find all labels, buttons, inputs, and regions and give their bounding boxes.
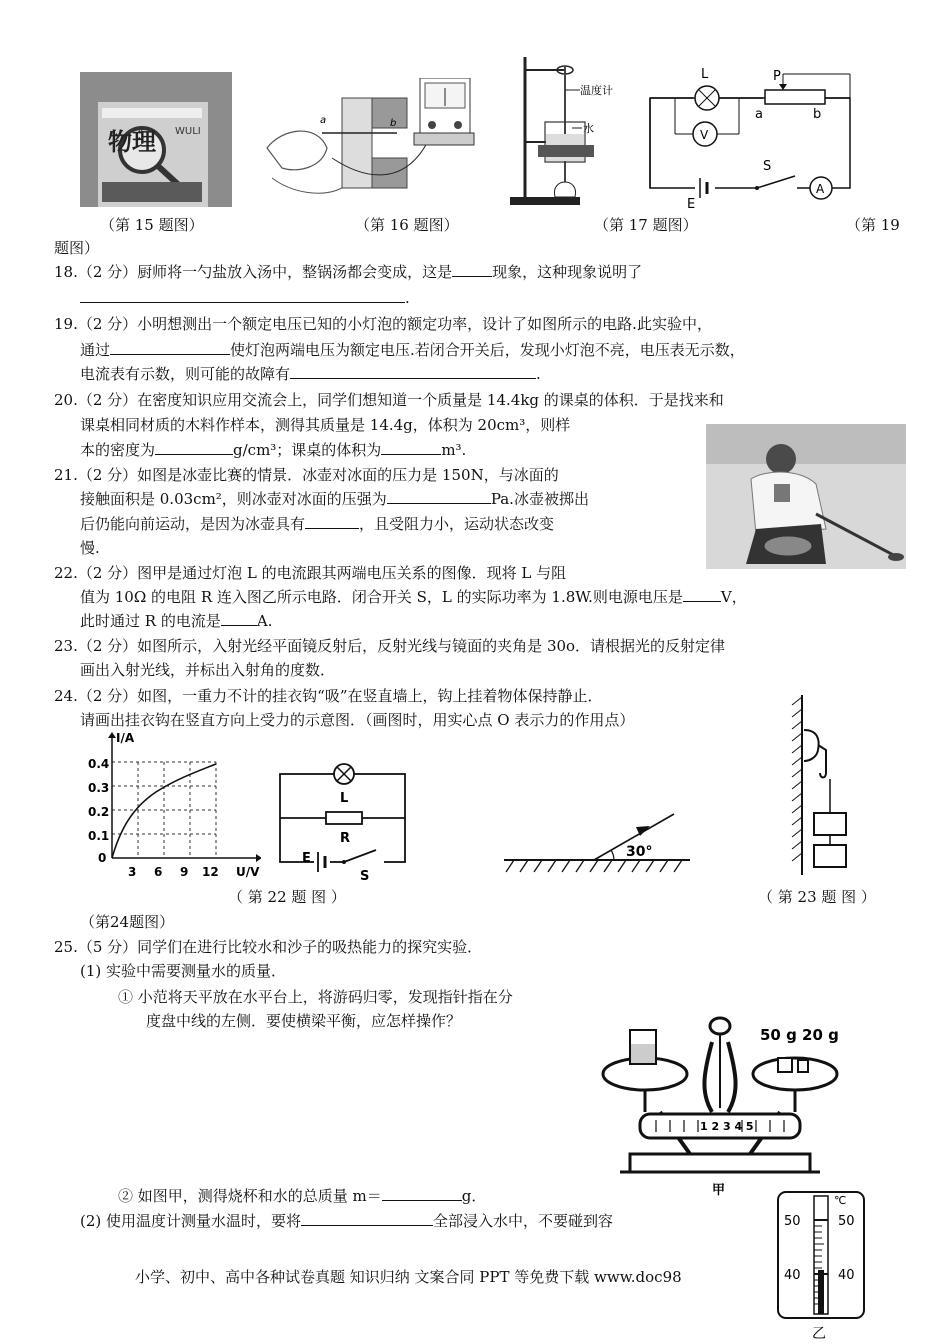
q19-line1: 19.（2 分）小明想测出一个额定电压已知的小灯泡的额定功率，设计了如图所示的电路.此实验中， bbox=[54, 315, 712, 333]
xtick-2: 9 bbox=[180, 865, 189, 879]
q20-line3b: g/cm³；课桌的体积为 bbox=[233, 441, 382, 459]
xtick-3: 12 bbox=[202, 865, 219, 879]
q23-line1: 23.（2 分）如图所示，入射光经平面镜反射后，反射光线与镜面的夹角是 30o．请根据光的反射定律 bbox=[54, 637, 726, 655]
fig16-b: b bbox=[390, 118, 397, 129]
fig16-a: a bbox=[320, 115, 327, 126]
caption-fig23: （ 第 23 题 图 ） bbox=[758, 888, 876, 906]
q21-line4: 慢. bbox=[80, 539, 100, 557]
q25-line5b: g． bbox=[461, 1187, 487, 1205]
water-label: 水 bbox=[583, 122, 594, 135]
fig17-drawing bbox=[510, 52, 630, 207]
thermo-bottom-left: 40 bbox=[784, 1268, 801, 1283]
thermometer-label: 温度计 bbox=[580, 84, 613, 97]
y-axis-arrow bbox=[108, 732, 116, 738]
fig16 bbox=[262, 78, 477, 208]
fig19-V: V bbox=[700, 128, 709, 142]
q19-line3 bbox=[80, 364, 541, 384]
balance-figure bbox=[600, 1012, 848, 1198]
q25-blank1[interactable] bbox=[382, 1186, 462, 1201]
q21-line1: 21.（2 分）如图是冰壶比赛的情景．冰壶对冰面的压力是 150N，与冰面的 bbox=[54, 466, 559, 484]
q18-text1: 18.（2 分）厨师将一勺盐放入汤中，整锅汤都会变成，这是 bbox=[54, 263, 453, 281]
caption-fig17: （第 17 题图） bbox=[594, 216, 698, 234]
q19-line2 bbox=[80, 340, 745, 360]
q20-line1: 20.（2 分）在密度知识应用交流会上，同学们想知道一个质量是 14.4kg 的课桌的体积．于是找来和 bbox=[54, 391, 724, 409]
ytick-2: 0.2 bbox=[88, 805, 110, 819]
fig23-mirror bbox=[502, 808, 692, 876]
q20-line2: 课桌相同材质的木料作样本，测得其质量是 14.4g，体积为 20cm³，则样 bbox=[80, 416, 571, 434]
circuit22-E: E bbox=[302, 851, 311, 866]
caption-fig19b: 题图） bbox=[54, 239, 100, 257]
fig22-graph-svg bbox=[86, 730, 261, 880]
caption-fig19a: （第 19 bbox=[846, 216, 900, 234]
q19-blank2[interactable] bbox=[290, 364, 536, 379]
q19-line2a: 通过 bbox=[80, 341, 111, 359]
q25-line4: 度盘中线的左侧．要使横梁平衡，应怎样操作？ bbox=[146, 1012, 462, 1030]
q18-line1 bbox=[54, 262, 642, 282]
thermo-label: 乙 bbox=[812, 1326, 826, 1340]
circuit22-R: R bbox=[340, 831, 351, 846]
caption-fig22: （ 第 22 题 图 ） bbox=[228, 888, 346, 906]
q23-line2: 画出入射光线，并标出入射角的度数． bbox=[80, 661, 336, 679]
q25-line2: (1) 实验中需要测量水的质量． bbox=[80, 962, 287, 980]
q21-line2a: 接触面积是 0.03cm²，则冰壶对冰面的压强为 bbox=[80, 490, 387, 508]
q21-line3b: ，且受阻力小，运动状态改变 bbox=[359, 515, 555, 533]
caption-fig16: （第 16 题图） bbox=[355, 216, 459, 234]
caption-fig24: （第24题图） bbox=[80, 913, 175, 931]
fig16-drawing bbox=[262, 78, 477, 208]
q25-line5 bbox=[118, 1186, 486, 1206]
q25-line6a: (2) 使用温度计测量水温时，要将 bbox=[80, 1212, 302, 1230]
q20-line3c: m³. bbox=[441, 441, 467, 459]
thermo-bottom-right: 40 bbox=[838, 1268, 855, 1283]
xtick-1: 6 bbox=[154, 865, 163, 879]
q20-line3 bbox=[80, 440, 466, 460]
fig15-photo bbox=[80, 72, 232, 207]
thermometer-svg bbox=[772, 1190, 872, 1340]
q24-line1: 24.（2 分）如图，一重力不计的挂衣钩“吸”在竖直墙上，钩上挂着物体保持静止． bbox=[54, 687, 603, 705]
q22-line2b: V， bbox=[720, 588, 747, 606]
page-footer: 小学、初中、高中各种试卷真题 知识归纳 文案合同 PPT 等免费下载 www.doc98 bbox=[135, 1268, 682, 1286]
thermo-top-right: 50 bbox=[838, 1214, 855, 1229]
fig19-a: a bbox=[755, 107, 763, 122]
q21-line3 bbox=[80, 514, 554, 534]
q18-blank1[interactable] bbox=[452, 262, 492, 277]
q20-blank1[interactable] bbox=[155, 440, 233, 455]
ytick-0: 0.4 bbox=[88, 757, 110, 771]
fig23-mirror-svg bbox=[502, 808, 692, 876]
fig19-P: P bbox=[773, 69, 781, 84]
curling-photo bbox=[706, 424, 906, 569]
fig19-S: S bbox=[763, 159, 772, 174]
q22-blank2[interactable] bbox=[221, 611, 257, 626]
q18-text2: 现象，这种现象说明了 bbox=[492, 263, 643, 281]
fig19-A: A bbox=[816, 182, 825, 196]
mirror-angle: 30° bbox=[626, 844, 653, 860]
fig19 bbox=[645, 62, 860, 210]
x-axis-label: U/V bbox=[236, 865, 260, 879]
ytick-4: 0 bbox=[98, 851, 107, 865]
fig22-circuit-svg bbox=[278, 762, 413, 882]
q22-line2a: 值为 10Ω 的电阻 R 连入图乙所示电路．闭合开关 S，L 的实际功率为 1.8W.则电源电压是 bbox=[80, 588, 683, 606]
book-sub: WULI bbox=[175, 126, 201, 137]
q20-blank2[interactable] bbox=[381, 440, 441, 455]
y-axis-label: I/A bbox=[116, 731, 135, 745]
fig15-drawing bbox=[80, 72, 232, 207]
q18-end: . bbox=[405, 289, 410, 307]
q21-blank2[interactable] bbox=[305, 514, 359, 529]
fig19-drawing bbox=[645, 62, 860, 210]
q25-line3: ① 小范将天平放在水平台上，将游码归零，发现指针指在分 bbox=[118, 988, 513, 1006]
fig22-graph bbox=[86, 730, 261, 880]
balance-svg bbox=[600, 1012, 848, 1198]
q25-line6 bbox=[80, 1211, 613, 1231]
balance-scale: 1 2 3 4 5 bbox=[700, 1120, 754, 1133]
fig19-b: b bbox=[813, 107, 822, 122]
q19-line3a: 电流表有示数，则可能的故障有 bbox=[80, 365, 291, 383]
fig17 bbox=[510, 52, 630, 207]
q22-blank1[interactable] bbox=[683, 587, 721, 602]
thermometer-figure bbox=[772, 1190, 872, 1340]
q19-blank1[interactable] bbox=[110, 340, 230, 355]
q22-line2 bbox=[80, 587, 747, 607]
fig19-E: E bbox=[687, 197, 696, 210]
q24-line2: 请画出挂衣钩在竖直方向上受力的示意图．（画图时，用实心点 O 表示力的作用点） bbox=[80, 711, 635, 729]
thermo-unit: ℃ bbox=[834, 1194, 847, 1207]
graph-grid bbox=[112, 762, 216, 858]
fig24-hook bbox=[790, 695, 860, 880]
q18-blank2[interactable] bbox=[80, 288, 405, 303]
x-axis-arrow bbox=[256, 854, 261, 862]
fig24-drawing bbox=[790, 695, 860, 880]
q19-end: . bbox=[536, 365, 541, 383]
q21-line3a: 后仍能向前运动，是因为冰壶具有 bbox=[80, 515, 306, 533]
book-title: 物理 bbox=[108, 128, 156, 156]
q22-line1: 22.（2 分）图甲是通过灯泡 L 的电流跟其两端电压关系的图像．现将 L 与阻 bbox=[54, 564, 567, 582]
q22-line3b: A. bbox=[256, 612, 273, 630]
q21-line2b: Pa.冰壶被掷出 bbox=[490, 490, 589, 508]
q25-line1: 25.（5 分）同学们在进行比较水和沙子的吸热能力的探究实验． bbox=[54, 938, 483, 956]
balance-label: 甲 bbox=[712, 1183, 726, 1198]
circuit22-S: S bbox=[360, 869, 370, 882]
q21-line2 bbox=[80, 489, 589, 509]
q20-line3a: 本的密度为 bbox=[80, 441, 156, 459]
q19-line2b: 使灯泡两端电压为额定电压.若闭合开关后，发现小灯泡不亮，电压表无示数， bbox=[230, 341, 745, 359]
xtick-0: 3 bbox=[128, 865, 137, 879]
q25-line6b: 全部浸入水中，不要碰到容 bbox=[433, 1212, 614, 1230]
q25-line5a: ② 如图甲，测得烧杯和水的总质量 m＝ bbox=[118, 1187, 382, 1205]
balance-weights: 50 g 20 g bbox=[760, 1026, 839, 1044]
fig22-circuit bbox=[278, 762, 413, 882]
q18-line2 bbox=[80, 288, 410, 308]
fig19-L: L bbox=[701, 67, 709, 82]
thermo-top-left: 50 bbox=[784, 1214, 801, 1229]
q25-blank2[interactable] bbox=[301, 1211, 433, 1226]
circuit22-L: L bbox=[340, 791, 349, 806]
q22-line3 bbox=[80, 611, 272, 631]
curling-drawing bbox=[706, 424, 906, 569]
q22-line3a: 此时通过 R 的电流是 bbox=[80, 612, 221, 630]
ytick-3: 0.1 bbox=[88, 829, 110, 843]
ytick-1: 0.3 bbox=[88, 781, 110, 795]
caption-fig15: （第 15 题图） bbox=[100, 216, 204, 234]
q21-blank1[interactable] bbox=[387, 489, 491, 504]
